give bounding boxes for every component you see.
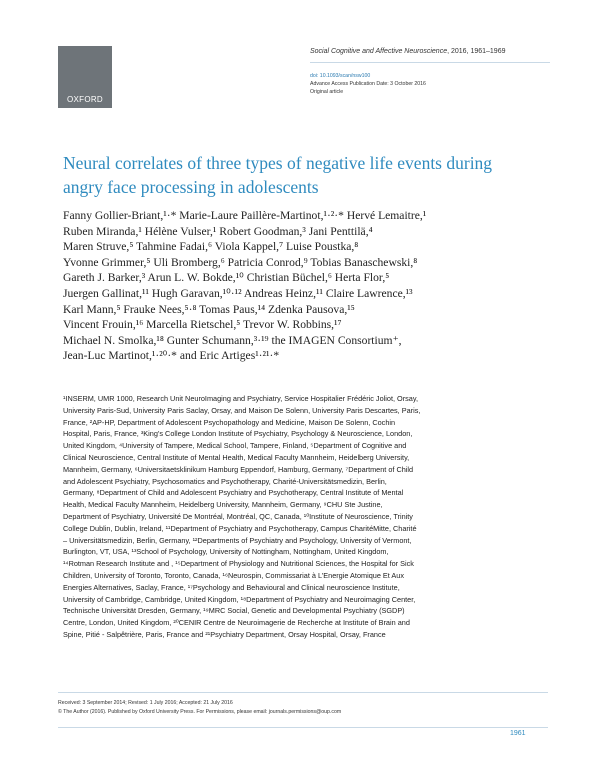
author-line: Gareth J. Barker,³ Arun L. W. Bokde,¹⁰ Christian Büchel,⁶ Herta Flor,⁵ xyxy=(63,271,390,285)
author-line: Vincent Frouin,¹⁶ Marcella Rietschel,⁵ Trevor W. Robbins,¹⁷ xyxy=(63,318,342,332)
footer-rule xyxy=(58,692,548,693)
affiliations xyxy=(63,393,543,641)
author-line: Michael N. Smolka,¹⁸ Gunter Schumann,³·¹⁹ the IMAGEN Consortium⁺, xyxy=(63,333,402,347)
affiliation-line: and Adolescent Psychiatry, Psychosomatics and Psychotherapy, Charité-Universitätsmedizin, Berlin, xyxy=(63,476,387,486)
affiliation-line: Health, Medical Faculty Mannheim, Heidelberg University, Mannheim, Germany, ⁹CHU Ste Justine, xyxy=(63,500,383,510)
header-rule xyxy=(310,62,550,63)
logo-text: OXFORD xyxy=(66,95,104,104)
doi-link[interactable]: doi: 10.1093/scan/nsw100 xyxy=(310,73,371,79)
affiliation-line: Energies Alternatives, Saclay, France, ¹⁷Psychology and Behavioural and Clinical neuroscience Institute, xyxy=(63,582,400,592)
affiliation-line: Spine, Pitié - Salpêtrière, Paris, France and ²¹Psychiatry Department, Orsay Hospital, Orsay, France xyxy=(63,629,386,639)
oxford-logo xyxy=(58,46,112,108)
affiliation-line: Mannheim, Germany, ⁶Universitaetsklinikum Hamburg Eppendorf, Hamburg, Germany, ⁷Department of Child xyxy=(63,464,414,474)
journal-name: Social Cognitive and Affective Neuroscience xyxy=(310,48,448,55)
author-line: Yvonne Grimmer,⁵ Uli Bromberg,⁶ Patricia Conrod,⁹ Tobias Banaschewski,⁸ xyxy=(63,255,418,269)
advance-access-date: Advance Access Publication Date: 3 October 2016 xyxy=(310,81,426,87)
affiliation-line: Hospital, Paris, France, ³King’s College London Institute of Psychiatry, Psychology & Neuroscience, London, xyxy=(63,429,413,439)
affiliation-line: France, ²AP-HP, Department of Adolescent Psychopathology and Medicine, Maison De Solenn, Cochin xyxy=(63,417,396,427)
article-title: Neural correlates of three types of negative life events during angry face processing in adolescents xyxy=(63,153,493,197)
page-number: 1961 xyxy=(510,730,526,737)
author-line: Ruben Miranda,¹ Hélène Vulser,¹ Robert Goodman,³ Jani Penttilä,⁴ xyxy=(63,224,373,238)
affiliation-line: United Kingdom, ⁴University of Tampere, Medical School, Tampere, Finland, ⁵Department of Cognitive and xyxy=(63,441,407,451)
author-line: Maren Struve,⁵ Tahmine Fadai,⁶ Viola Kappel,⁷ Luise Poustka,⁸ xyxy=(63,240,359,254)
affiliation-line: Children, University of Toronto, Toronto, Canada, ¹⁶Neurospin, Commissariat à L’Energie Atomique Et Aux xyxy=(63,570,404,580)
affiliation-line: Centre, London, United Kingdom, ²⁰CENIR Centre de Neuroimagerie de Recherche at Institute of Brain and xyxy=(63,618,410,628)
affiliation-line: Germany, ⁸Department of Child and Adolescent Psychiatry and Psychotherapy, Central Institute of Mental xyxy=(63,488,404,498)
journal-year-pages: , 2016, 1961–1969 xyxy=(447,48,506,55)
author-list xyxy=(63,208,548,364)
article-meta xyxy=(310,72,426,96)
author-line: Juergen Gallinat,¹¹ Hugh Garavan,¹⁰·¹² Andreas Heinz,¹¹ Claire Lawrence,¹³ xyxy=(63,286,413,300)
page-rule xyxy=(58,727,548,728)
affiliation-line: University of Cambridge, Cambridge, United Kingdom, ¹⁸Department of Psychiatry and Neuroimaging Center, xyxy=(63,594,416,604)
affiliation-line: Burlington, VT, USA, ¹³School of Psychology, University of Nottingham, Nottingham, United Kingdom, xyxy=(63,547,389,557)
journal-citation xyxy=(310,48,505,55)
received-revised-accepted: Received: 3 September 2014; Revised: 1 July 2016; Accepted: 21 July 2016 xyxy=(58,700,233,706)
affiliation-line: Department of Psychiatry, Université De Montréal, Montréal, QC, Canada, ¹⁰Institute of Neuroscience, Trinity xyxy=(63,511,413,521)
affiliation-line: College Dublin, Dublin, Ireland, ¹¹Department of Psychiatry and Psychotherapy, Campus CharitéMitte, Charité xyxy=(63,523,417,533)
copyright-notice: © The Author (2016). Published by Oxford University Press. For Permissions, please email: journals.permissions@oup.com xyxy=(58,708,342,715)
author-line: Fanny Gollier-Briant,¹·* Marie-Laure Paillère-Martinot,¹·²·* Hervé Lemaitre,¹ xyxy=(63,209,427,222)
affiliation-line: University Paris-Sud, University Paris Saclay, Orsay, and Maison De Solenn, University Paris Descartes, Paris, xyxy=(63,405,421,415)
affiliation-line: ¹INSERM, UMR 1000, Research Unit NeuroImaging and Psychiatry, Service Hospitalier Frédéric Joliot, Orsay, xyxy=(63,394,418,403)
article-dates xyxy=(58,699,341,716)
article-type: Original article xyxy=(310,89,344,95)
author-line: Karl Mann,⁵ Frauke Nees,⁵·⁸ Tomas Paus,¹⁴ Zdenka Pausova,¹⁵ xyxy=(63,302,355,316)
affiliation-line: ¹⁴Rotman Research Institute and , ¹⁵Department of Physiology and Nutritional Sciences, the Hospital for Sick xyxy=(63,559,414,569)
affiliation-line: Clinical Neuroscience, Central Institute of Mental Health, Medical Faculty Mannheim, Heidelberg University, xyxy=(63,452,410,462)
affiliation-line: Technische Universität Dresden, Germany, ¹⁹MRC Social, Genetic and Developmental Psychiatry (SGDP) xyxy=(63,606,405,616)
author-line: Jean-Luc Martinot,¹·²⁰·* and Eric Artiges¹·²¹·* xyxy=(63,349,280,363)
affiliation-line: – Universitätsmedizin, Berlin, Germany, ¹²Departments of Psychiatry and Psychology, University of Vermont, xyxy=(63,535,412,545)
